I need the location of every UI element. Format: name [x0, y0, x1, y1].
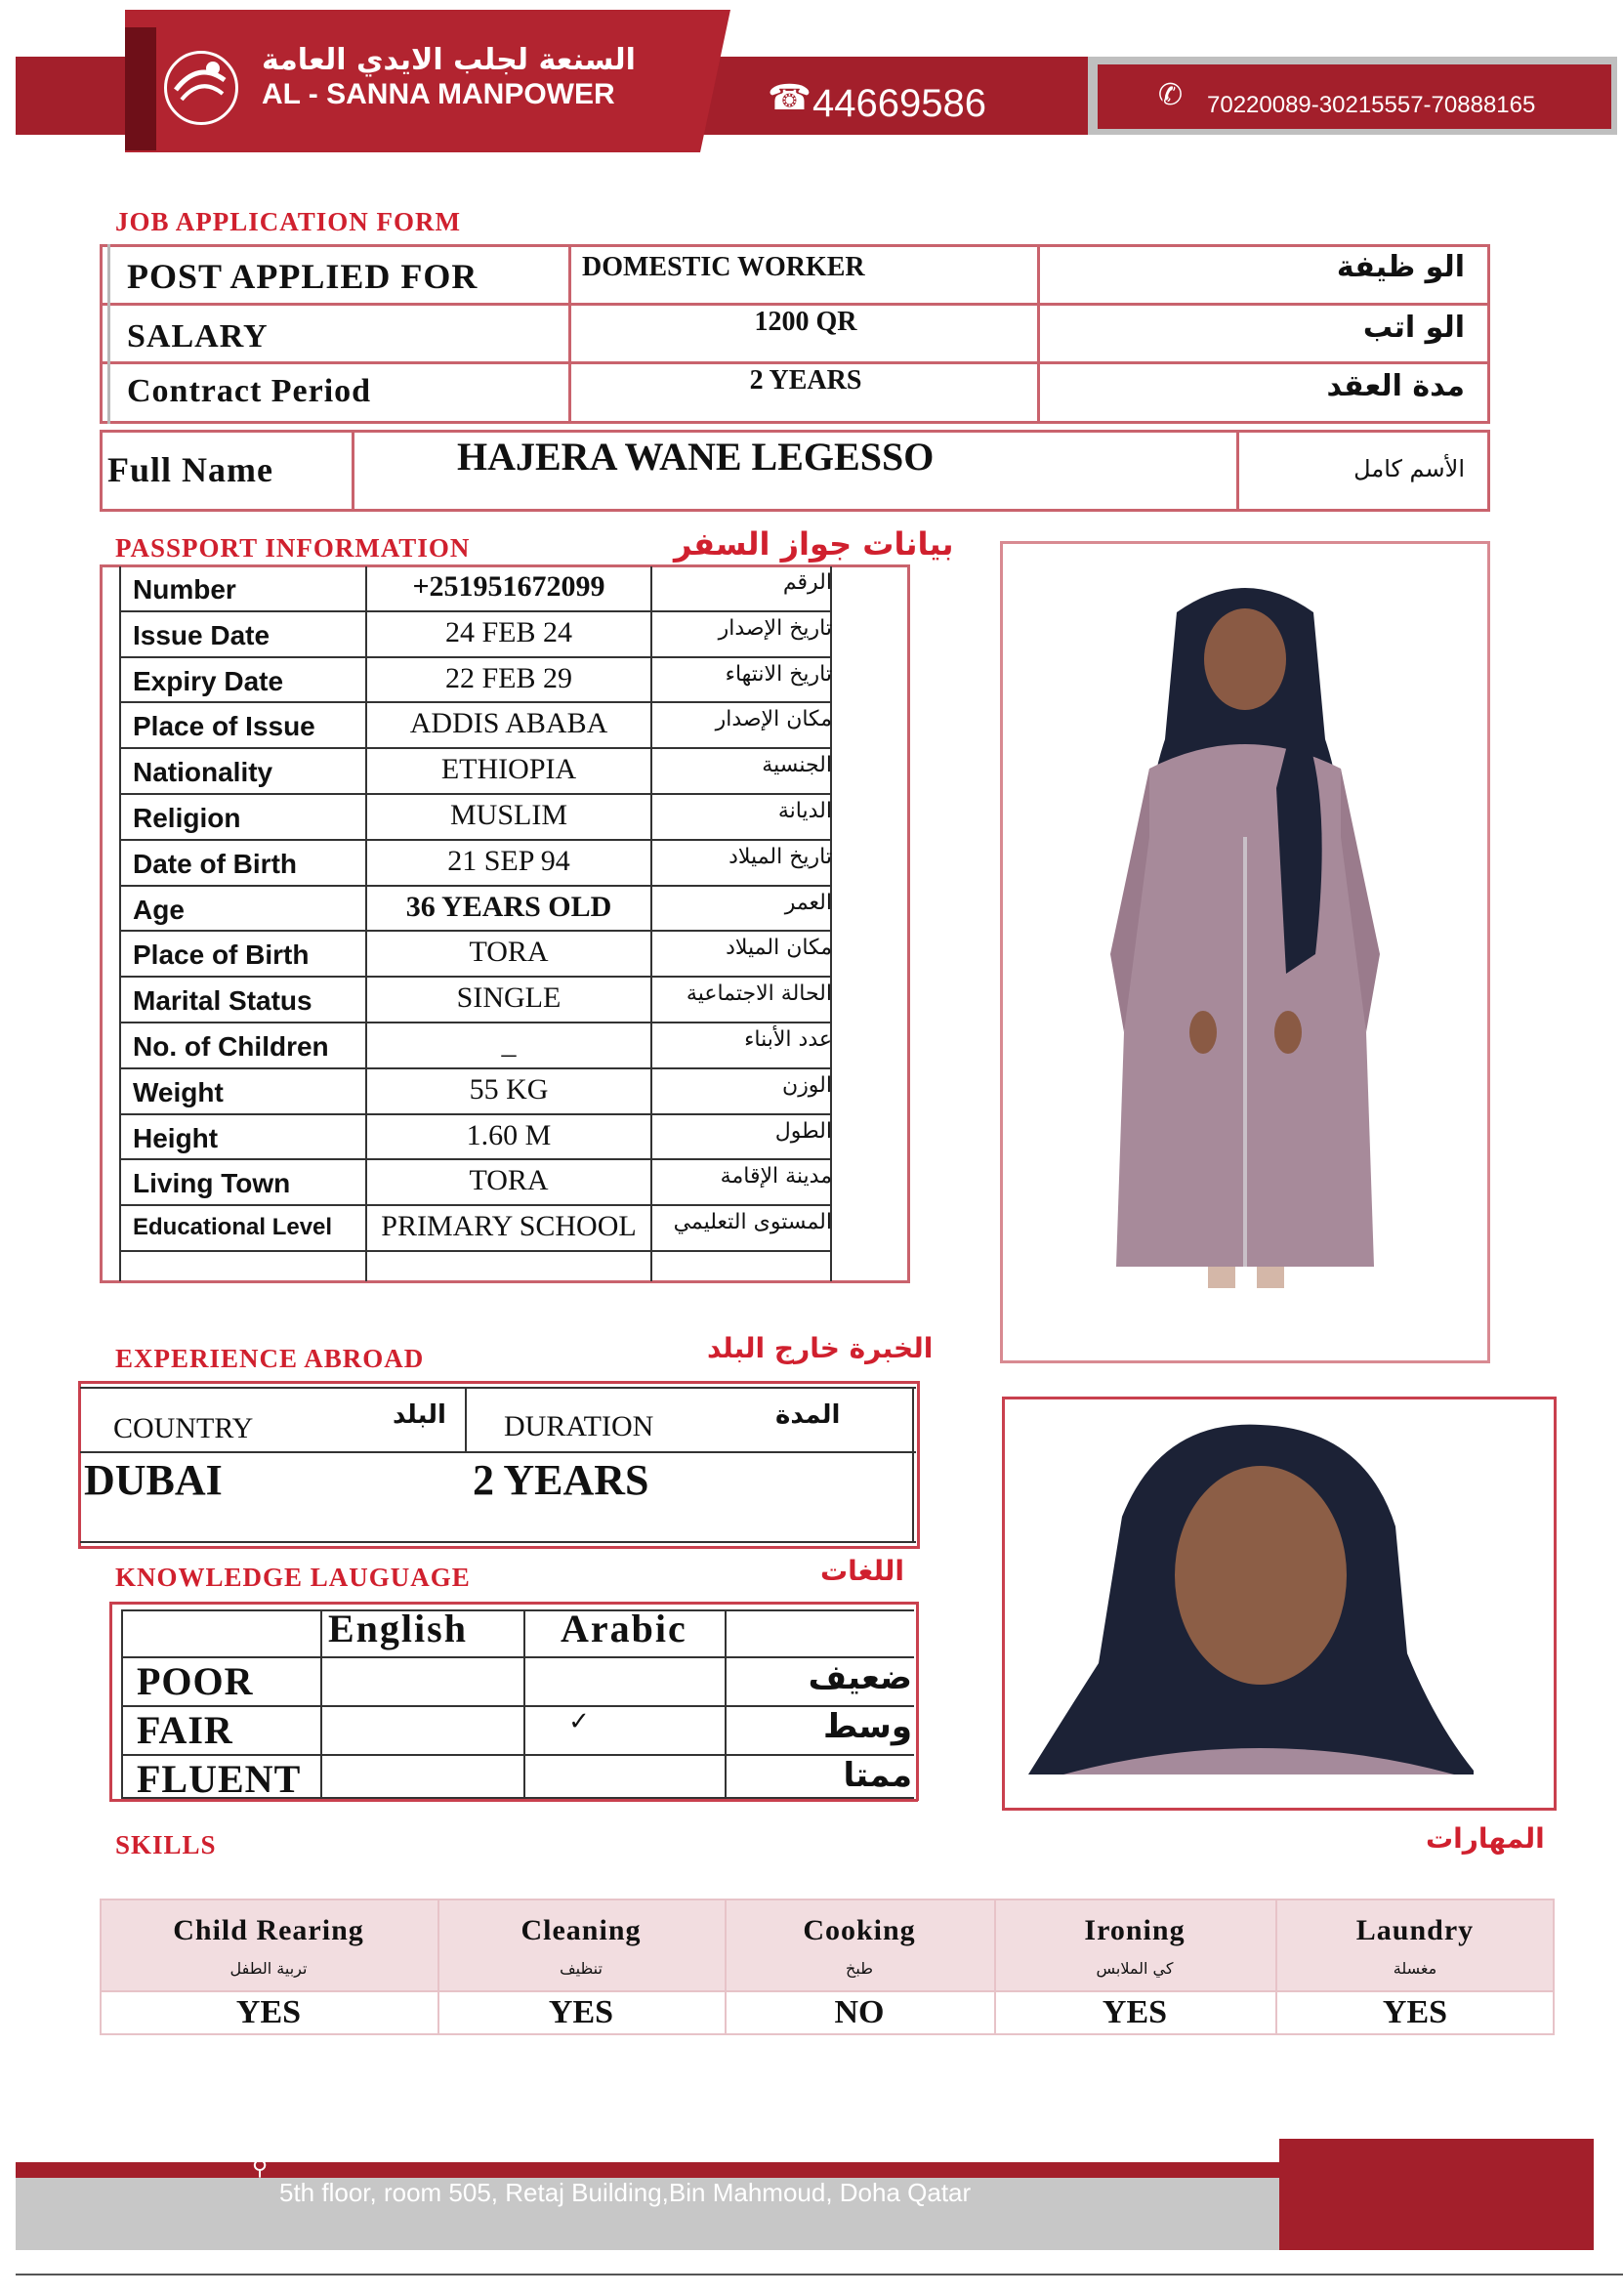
passport-row-divider — [121, 839, 830, 841]
passport-label-arabic: مكان الميلاد — [726, 936, 832, 961]
passport-row-divider — [121, 1022, 830, 1023]
duration-label: DURATION — [504, 1410, 654, 1442]
skill-value: YES — [1102, 1994, 1168, 2030]
passport-label-arabic: تاريخ الميلاد — [728, 844, 832, 869]
skill-name: Cleaning — [520, 1914, 642, 1946]
passport-label-arabic: تاريخ الانتهاء — [725, 661, 832, 687]
passport-row-divider — [121, 747, 830, 749]
passport-value: 55 KG — [469, 1072, 549, 1106]
passport-label-arabic: عدد الأبناء — [744, 1027, 832, 1052]
passport-row-divider — [121, 1113, 830, 1115]
post-label-arabic: الو ظيفة — [1336, 250, 1465, 284]
post-value: DOMESTIC WORKER — [582, 252, 865, 282]
country-label-arabic: البلد — [393, 1400, 446, 1430]
skill-name-arabic: طبخ — [846, 1959, 873, 1978]
location-pin-icon: ⚲ — [252, 2156, 269, 2181]
passport-label-arabic: العمر — [784, 890, 832, 915]
arabic-level-mark: ✓ — [568, 1707, 590, 1736]
passport-value: 22 FEB 29 — [444, 661, 573, 694]
languages-title-arabic: اللغات — [820, 1555, 904, 1587]
lang-col-arabic: Arabic — [561, 1607, 687, 1650]
passport-label-arabic: المستوى التعليمي — [673, 1210, 832, 1235]
passport-row-divider — [121, 1158, 830, 1160]
skill-name: Cooking — [803, 1914, 916, 1946]
passport-value: 36 YEARS OLD — [405, 890, 612, 923]
passport-value: 24 FEB 24 — [444, 615, 573, 648]
fullname-label: Full Name — [107, 450, 273, 489]
passport-row-divider — [121, 701, 830, 703]
passport-value: +251951672099 — [412, 570, 605, 603]
passport-label-arabic: مكان الإصدار — [715, 707, 832, 732]
language-level-label: FAIR — [137, 1708, 233, 1752]
skills-title: SKILLS — [115, 1830, 217, 1859]
passport-label-arabic: الرقم — [782, 570, 832, 595]
passport-row-divider — [121, 656, 830, 658]
skills-title-arabic: المهارات — [1426, 1822, 1545, 1855]
passport-label: Nationality — [133, 757, 273, 788]
page-bottom-rule — [16, 2274, 1623, 2275]
passport-label: Marital Status — [133, 985, 312, 1017]
salary-value: 1200 QR — [754, 307, 857, 337]
languages-title: KNOWLEDGE LAUGUAGE — [115, 1563, 471, 1592]
passport-label-arabic: مدينة الإقامة — [720, 1164, 832, 1190]
header-logo-edge — [125, 27, 156, 150]
experience-title-arabic: الخبرة خارج البلد — [707, 1332, 934, 1364]
passport-value: MUSLIM — [449, 799, 567, 831]
post-label: POST APPLIED FOR — [127, 257, 479, 296]
company-logo — [164, 51, 238, 125]
passport-value: 1.60 M — [466, 1118, 552, 1151]
skill-value: YES — [1382, 1994, 1448, 2030]
passport-value: 21 SEP 94 — [447, 844, 570, 877]
passport-label: Religion — [133, 803, 241, 833]
passport-title: PASSPORT INFORMATION — [115, 533, 471, 563]
passport-label-arabic: الوزن — [782, 1072, 832, 1098]
duration-value: 2 YEARS — [473, 1456, 649, 1504]
contract-label-arabic: مدة العقد — [1326, 369, 1465, 403]
passport-label-arabic: تاريخ الإصدار — [718, 615, 832, 641]
skill-name: Ironing — [1084, 1914, 1186, 1946]
passport-title-arabic: بيانات جواز السفر — [674, 525, 954, 563]
lang-col-english: English — [328, 1607, 468, 1650]
salary-label: SALARY — [127, 318, 269, 355]
passport-row-divider — [121, 976, 830, 978]
form-title: JOB APPLICATION FORM — [115, 207, 462, 236]
contract-label: Contract Period — [127, 373, 372, 409]
country-label: COUNTRY — [113, 1412, 254, 1444]
passport-label: No. of Children — [133, 1031, 329, 1062]
duration-label-arabic: المدة — [775, 1400, 841, 1430]
passport-value: ETHIOPIA — [440, 753, 577, 786]
passport-label: Place of Issue — [133, 711, 315, 742]
passport-label: Age — [133, 894, 185, 925]
passport-row-divider — [121, 930, 830, 932]
passport-label-arabic: الديانة — [777, 799, 832, 823]
skill-name-arabic: تنظيف — [560, 1959, 603, 1978]
passport-value: ADDIS ABABA — [409, 707, 608, 740]
passport-row-divider — [121, 885, 830, 887]
passport-row-divider — [121, 610, 830, 612]
passport-label: Living Town — [133, 1168, 291, 1199]
skill-value: YES — [548, 1994, 614, 2030]
passport-label: Number — [133, 574, 236, 605]
passport-value: TORA — [469, 936, 549, 969]
passport-row-divider — [121, 793, 830, 795]
country-value: DUBAI — [84, 1456, 223, 1504]
passport-label: Place of Birth — [133, 939, 310, 971]
language-level-label: POOR — [137, 1659, 254, 1703]
footer-address: 5th floor, room 505, Retaj Building,Bin Mahmoud, Doha Qatar — [279, 2178, 972, 2207]
language-level-label-arabic: وسط — [823, 1707, 912, 1746]
skill-name: Laundry — [1355, 1914, 1475, 1946]
passport-label: Date of Birth — [133, 848, 297, 879]
passport-label-arabic: الحالة الاجتماعية — [686, 981, 832, 1007]
passport-label-arabic: الطول — [774, 1118, 832, 1144]
telephone-icon: ☎ — [768, 78, 812, 118]
passport-row-divider — [121, 1250, 830, 1252]
skill-name-arabic: مغسلة — [1393, 1959, 1437, 1978]
language-level-label-arabic: ممتا — [843, 1756, 912, 1795]
skill-value: YES — [235, 1994, 302, 2030]
language-level-label-arabic: ضعيف — [808, 1658, 912, 1697]
passport-label-arabic: الجنسية — [762, 753, 832, 778]
passport-label: Expiry Date — [133, 665, 284, 696]
experience-title: EXPERIENCE ABROAD — [115, 1344, 425, 1373]
passport-row-divider — [121, 1204, 830, 1206]
skill-value: NO — [834, 1994, 885, 2030]
company-name-english: AL - SANNA MANPOWER — [262, 78, 615, 110]
passport-label: Educational Level — [133, 1214, 333, 1241]
salary-label-arabic: الو اتب — [1362, 311, 1465, 345]
mobile-phone-icon: ✆ — [1158, 78, 1184, 112]
passport-label: Weight — [133, 1076, 224, 1107]
phone-number: 44669586 — [812, 82, 986, 125]
portrait-photo — [1002, 1397, 1557, 1811]
contract-value: 2 YEARS — [749, 365, 862, 396]
passport-value: PRIMARY SCHOOL — [381, 1210, 637, 1243]
full-body-photo — [1000, 541, 1490, 1363]
passport-row-divider — [121, 1067, 830, 1069]
fullname-value: HAJERA WANE LEGESSO — [457, 435, 935, 479]
passport-value: SINGLE — [456, 981, 562, 1015]
footer-right-panel — [1279, 2139, 1594, 2250]
fullname-label-arabic: الأسم كامل — [1353, 455, 1465, 482]
skill-name: Child Rearing — [173, 1914, 364, 1946]
skill-name-arabic: تربية الطفل — [229, 1959, 308, 1978]
mobile-numbers: 70220089-30215557-70888165 — [1207, 92, 1536, 118]
skill-name-arabic: كي الملابس — [1096, 1959, 1174, 1978]
company-name-arabic: السنعة لجلب الايدي العامة — [262, 43, 636, 77]
passport-label: Issue Date — [133, 619, 270, 650]
passport-label: Height — [133, 1122, 219, 1153]
language-level-label: FLUENT — [137, 1757, 302, 1801]
passport-value: _ — [501, 1027, 517, 1060]
passport-value: TORA — [469, 1164, 549, 1197]
